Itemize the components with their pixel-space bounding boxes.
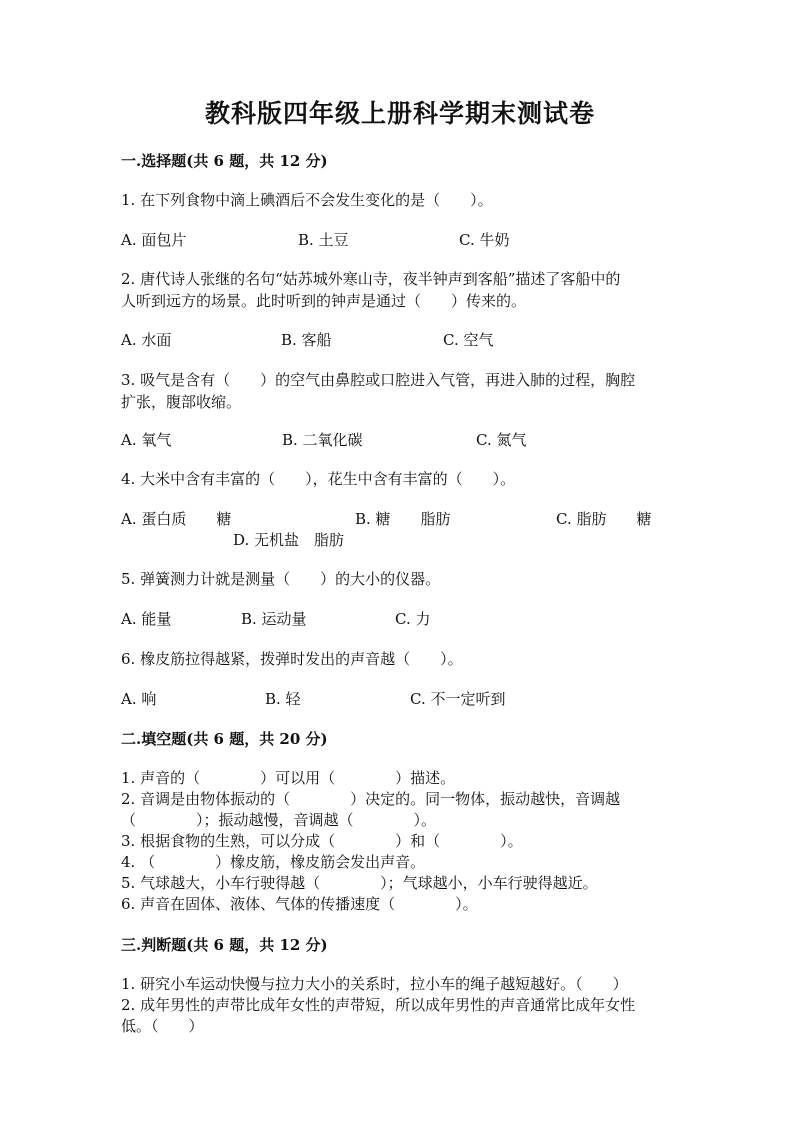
question-6-option-b: B. 轻	[265, 690, 301, 708]
question-5-option-c: C. 力	[395, 610, 431, 628]
question-1-option-c: C. 牛奶	[459, 231, 510, 249]
question-1-option-b: B. 土豆	[298, 231, 349, 249]
question-1-stem: 1. 在下列食物中滴上碘酒后不会发生变化的是（ ）。	[121, 191, 493, 209]
section-heading-fill-blank: 二.填空题(共 6 题，共 20 分)	[121, 730, 328, 748]
section-heading-choice: 一.选择题(共 6 题，共 12 分)	[121, 152, 328, 170]
question-5-option-b: B. 运动量	[241, 610, 307, 628]
question-4-stem: 4. 大米中含有丰富的（ ），花生中含有丰富的（ ）。	[121, 470, 516, 488]
page-title: 教科版四年级上册科学期末测试卷	[204, 99, 595, 128]
judge-line-2: 2. 成年男性的声带比成年女性的声带短，所以成年男性的声音通常比成年女性	[121, 996, 636, 1014]
fill-line-5: 5. 气球越大，小车行驶得越（ ）；气球越小，小车行驶得越近。	[121, 874, 598, 892]
question-3-option-c: C. 氮气	[476, 431, 527, 449]
question-2-option-c: C. 空气	[443, 331, 494, 349]
judge-line-2-cont: 低。（ ）	[121, 1017, 204, 1035]
question-2-stem-line-2: 人听到远方的场景。此时听到的钟声是通过（ ）传来的。	[121, 292, 527, 310]
question-5-stem: 5. 弹簧测力计就是测量（ ）的大小的仪器。	[121, 570, 441, 588]
question-6-option-c: C. 不一定听到	[410, 690, 506, 708]
question-2-option-a: A. 水面	[121, 331, 172, 349]
section-heading-true-false: 三.判断题(共 6 题，共 12 分)	[121, 936, 328, 954]
fill-line-3: 3. 根据食物的生熟，可以分成（ ）和（ ）。	[121, 832, 523, 850]
question-6-stem: 6. 橡皮筋拉得越紧，拨弹时发出的声音越（ ）。	[121, 650, 463, 668]
question-4-option-c: C. 脂肪 糖	[556, 510, 652, 528]
question-3-option-a: A. 氧气	[121, 431, 172, 449]
question-2-stem-line-1: 2. 唐代诗人张继的名句“姑苏城外寒山寺，夜半钟声到客船”描述了客船中的	[121, 270, 621, 288]
question-1-option-a: A. 面包片	[121, 231, 187, 249]
question-3-stem-line-1: 3. 吸气是含有（ ）的空气由鼻腔或口腔进入气管，再进入肺的过程，胸腔	[121, 371, 636, 389]
question-6-option-a: A. 响	[121, 690, 157, 708]
question-3-stem-line-2: 扩张，腹部收缩。	[121, 393, 242, 411]
question-4-option-a: A. 蛋白质 糖	[121, 510, 232, 528]
judge-line-1: 1. 研究小车运动快慢与拉力大小的关系时，拉小车的绳子越短越好。（ ）	[121, 975, 628, 993]
fill-line-4: 4. （ ）橡皮筋，橡皮筋会发出声音。	[121, 853, 426, 871]
question-4-option-b: B. 糖 脂肪	[355, 510, 451, 528]
question-3-option-b: B. 二氧化碳	[282, 431, 363, 449]
question-4-option-d: D. 无机盐 脂肪	[233, 531, 345, 549]
question-5-option-a: A. 能量	[121, 610, 172, 628]
fill-line-6: 6. 声音在固体、液体、气体的传播速度（ ）。	[121, 895, 478, 913]
fill-line-2-cont: （ ）；振动越慢，音调越（ ）。	[121, 811, 437, 829]
question-2-option-b: B. 客船	[281, 331, 332, 349]
fill-line-1: 1. 声音的（ ）可以用（ ）描述。	[121, 769, 456, 787]
fill-line-2: 2. 音调是由物体振动的（ ）决定的。同一物体，振动越快，音调越	[121, 790, 621, 808]
